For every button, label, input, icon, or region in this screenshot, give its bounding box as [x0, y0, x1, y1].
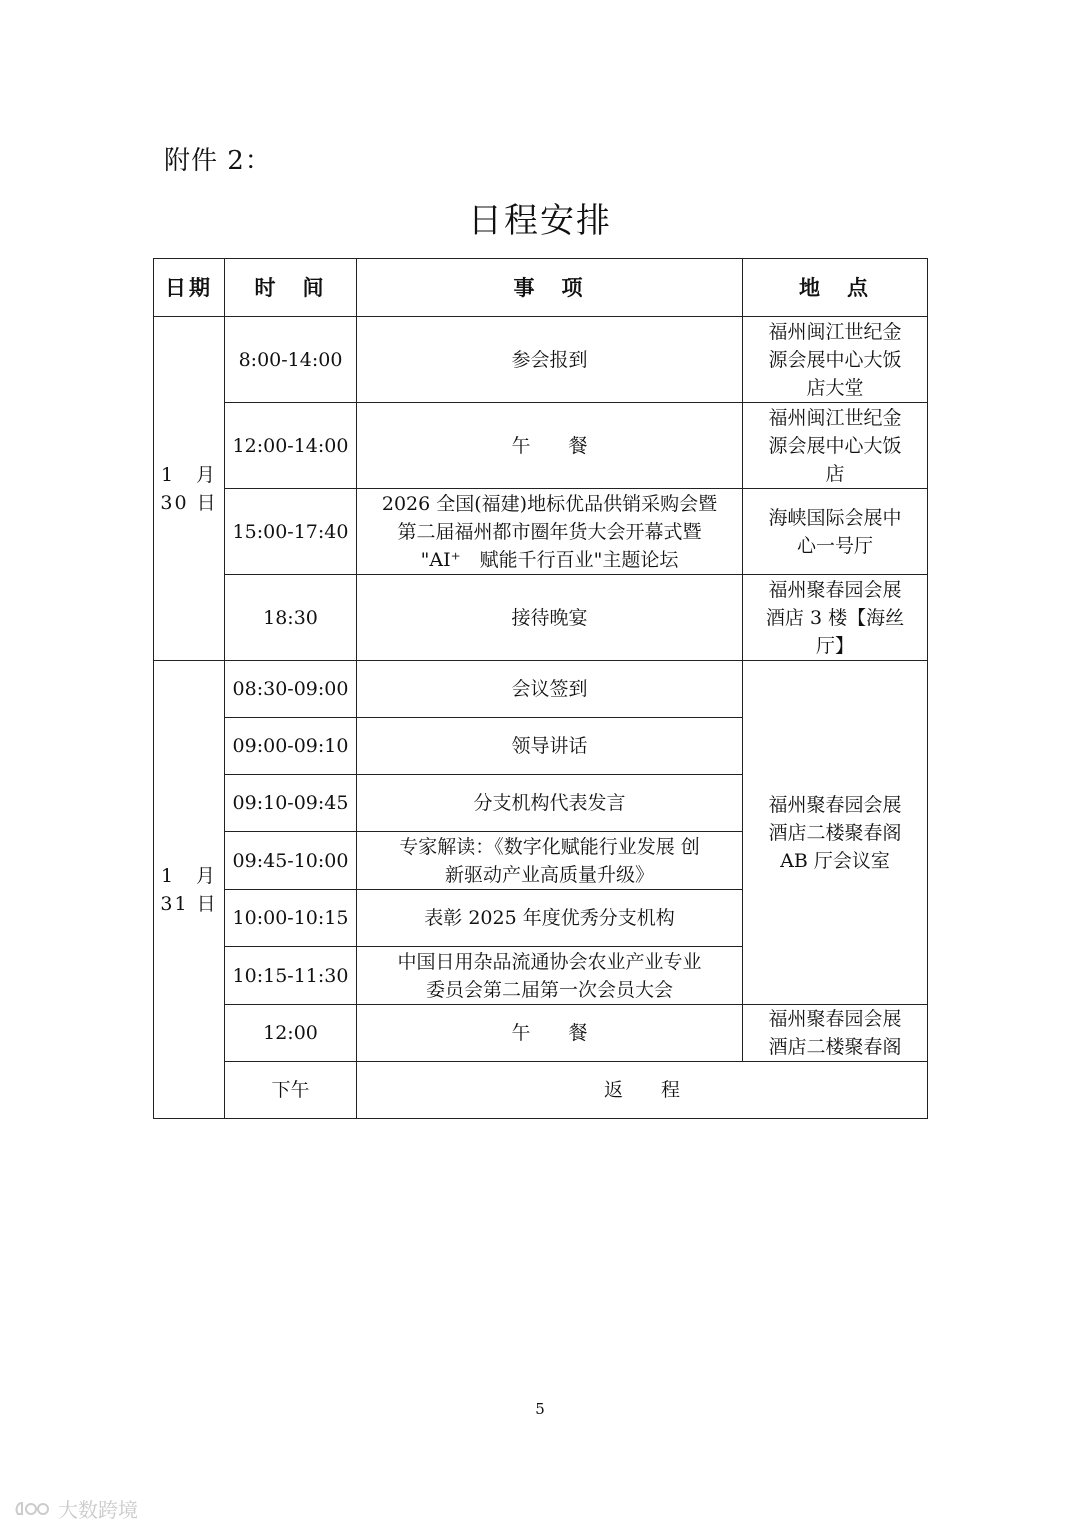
column-header-venue: 地 点 [743, 259, 928, 317]
event-line: 新驱动产业高质量升级》 [444, 863, 654, 886]
venue-line: 酒店二楼聚春阁 [768, 821, 902, 844]
venue-line: 酒店 3 楼【海丝 [765, 606, 905, 629]
time-cell: 下午 [225, 1062, 357, 1119]
watermark [14, 1494, 138, 1523]
event-cell [357, 947, 743, 1005]
event-cell [357, 775, 743, 832]
event-cell [357, 661, 743, 718]
venue-line: 店 [825, 462, 845, 485]
event-line: 会议签到 [511, 678, 588, 700]
venue-line: 心一号厅 [796, 534, 873, 557]
time-cell: 12:00-14:00 [225, 403, 357, 489]
time-cell: 08:30-09:00 [225, 661, 357, 718]
page-number: 5 [535, 1400, 545, 1418]
event-line: "AI⁺ 赋能千行百业"主题论坛 [420, 548, 679, 571]
event-cell [357, 718, 743, 775]
table-row [154, 575, 928, 661]
column-header-time: 时 间 [225, 259, 357, 317]
event-line: 委员会第二届第一次会员大会 [425, 978, 673, 1001]
table-row [154, 661, 928, 718]
venue-line: 店大堂 [806, 376, 864, 399]
attachment-label: 附件 2： [164, 146, 272, 176]
venue-cell [743, 575, 928, 661]
date-month: 1 月 [160, 864, 218, 887]
venue-line: 酒店二楼聚春阁 [768, 1036, 902, 1058]
venue-cell-shared [743, 661, 928, 1005]
event-cell [357, 317, 743, 403]
venue-cell [743, 1005, 928, 1062]
column-header-event: 事 项 [357, 259, 743, 317]
event-line: 中国日用杂品流通协会农业产业专业 [397, 950, 702, 973]
event-line: 午 餐 [511, 434, 588, 457]
venue-line: 福州聚春园会展 [768, 1008, 902, 1030]
venue-line: 厅】 [815, 634, 854, 657]
event-line: 表彰 2025 年度优秀分支机构 [424, 907, 675, 929]
time-cell: 8:00-14:00 [225, 317, 357, 403]
event-line: 第二届福州都市圈年货大会开幕式暨 [397, 520, 702, 543]
watermark-logo-icon [14, 1498, 52, 1520]
venue-line: 福州聚春园会展 [768, 578, 902, 601]
venue-line: 福州聚春园会展 [768, 793, 902, 816]
table-row [154, 403, 928, 489]
event-cell [357, 890, 743, 947]
venue-line: 海峡国际会展中 [768, 506, 902, 529]
event-cell: 返 程 [357, 1062, 928, 1119]
event-line: 分支机构代表发言 [473, 792, 626, 814]
column-header-date: 日期 [154, 259, 225, 317]
time-cell: 09:10-09:45 [225, 775, 357, 832]
date-day: 31 日 [160, 892, 218, 915]
date-cell-day1 [154, 317, 225, 661]
venue-cell [743, 489, 928, 575]
time-cell: 10:15-11:30 [225, 947, 357, 1005]
event-line: 2026 全国(福建)地标优品供销采购会暨 [381, 492, 718, 515]
venue-cell [743, 317, 928, 403]
time-cell: 09:45-10:00 [225, 832, 357, 890]
venue-line: 福州闽江世纪金 [768, 406, 902, 429]
watermark-text: 大数跨境 [58, 1498, 138, 1522]
date-cell-day2 [154, 661, 225, 1119]
time-cell: 18:30 [225, 575, 357, 661]
schedule-table [153, 258, 928, 1119]
time-cell: 12:00 [225, 1005, 357, 1062]
event-line: 参会报到 [511, 348, 588, 371]
event-cell [357, 575, 743, 661]
venue-cell [743, 403, 928, 489]
table-row [154, 1062, 928, 1119]
table-header-row [154, 259, 928, 317]
event-line: 接待晚宴 [511, 606, 588, 629]
time-cell: 15:00-17:40 [225, 489, 357, 575]
event-line: 领导讲话 [511, 735, 588, 757]
event-cell [357, 489, 743, 575]
date-day: 30 日 [160, 491, 218, 514]
venue-line: 福州闽江世纪金 [768, 320, 902, 343]
venue-line: 源会展中心大饭 [768, 348, 902, 371]
event-line: 专家解读：《数字化赋能行业发展 创 [399, 835, 700, 858]
page-title: 日程安排 [468, 201, 612, 241]
venue-line: AB 厅会议室 [780, 849, 890, 872]
time-cell: 10:00-10:15 [225, 890, 357, 947]
date-month: 1 月 [160, 463, 218, 486]
venue-line: 源会展中心大饭 [768, 434, 902, 457]
event-cell [357, 832, 743, 890]
table-row [154, 1005, 928, 1062]
table-row [154, 317, 928, 403]
table-row [154, 489, 928, 575]
event-cell: 午 餐 [357, 1005, 743, 1062]
time-cell: 09:00-09:10 [225, 718, 357, 775]
event-cell [357, 403, 743, 489]
